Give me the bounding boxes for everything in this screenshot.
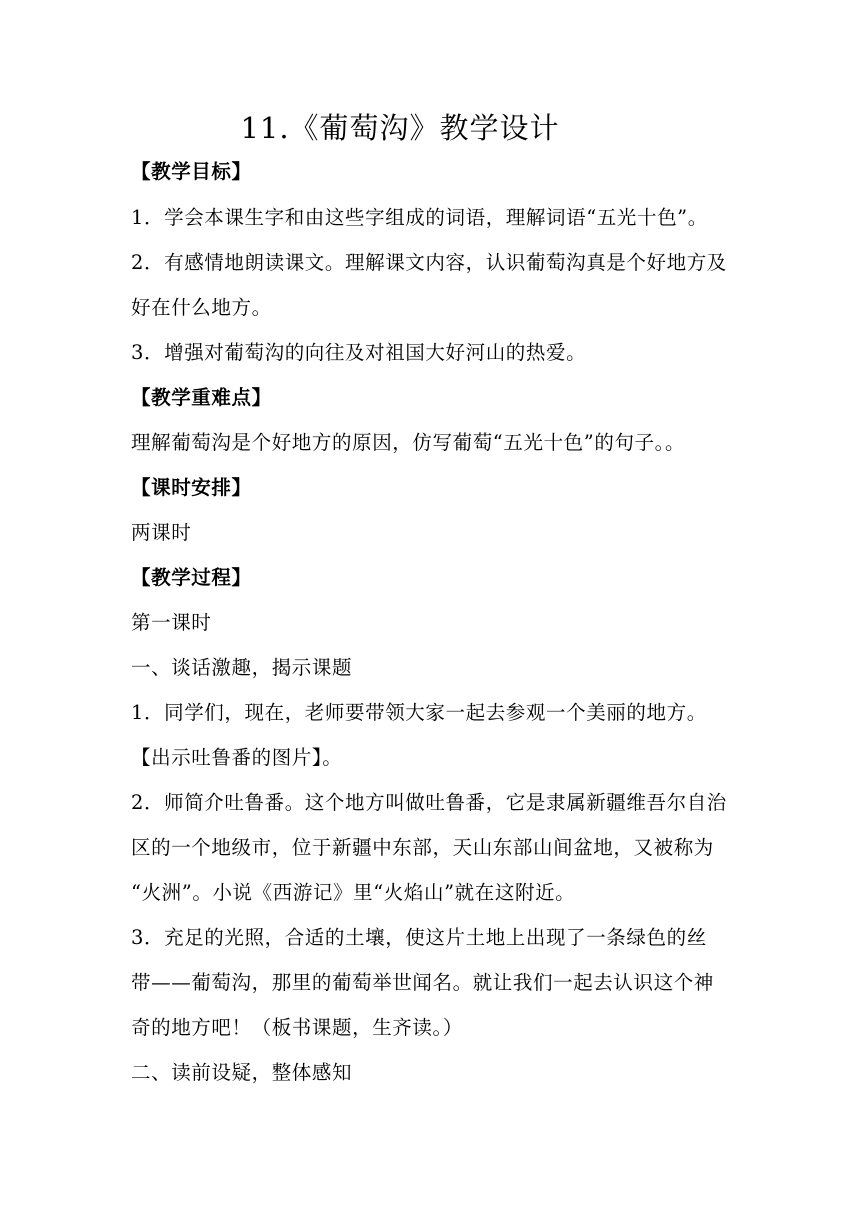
paragraph-line: 1．学会本课生字和由这些字组成的词语，理解词语“五光十色”。 [131, 206, 708, 229]
paragraph-line: 奇的地方吧！（板书课题，生齐读。） [131, 1016, 463, 1039]
section-heading-key-points: 【教学重难点】 [131, 386, 272, 409]
paragraph-line: 两课时 [131, 521, 192, 544]
paragraph-line: 带——葡萄沟，那里的葡萄举世闻名。就让我们一起去认识这个神 [131, 971, 714, 994]
paragraph-line: 理解葡萄沟是个好地方的原因，仿写葡萄“五光十色”的句子。。 [131, 431, 686, 454]
paragraph-line: “火洲”。小说《西游记》里“火焰山”就在这附近。 [131, 881, 576, 904]
paragraph-line: 1．同学们，现在，老师要带领大家一起去参观一个美丽的地方。 [131, 701, 707, 724]
paragraph-line: 2．有感情地朗读课文。理解课文内容，认识葡萄沟真是个好地方及 [131, 251, 727, 274]
paragraph-line: 3．充足的光照，合适的土壤，使这片土地上出现了一条绿色的丝 [131, 926, 707, 949]
paragraph-line: 2．师简介吐鲁番。这个地方叫做吐鲁番，它是隶属新疆维吾尔自治 [131, 791, 727, 814]
paragraph-line: 一、谈话激趣，揭示课题 [131, 656, 353, 679]
section-heading-schedule: 【课时安排】 [131, 476, 252, 499]
paragraph-line: 【出示吐鲁番的图片】。 [131, 746, 343, 769]
paragraph-line: 区的一个地级市，位于新疆中东部，天山东部山间盆地，又被称为 [131, 836, 714, 859]
section-heading-teaching-goals: 【教学目标】 [131, 160, 252, 183]
paragraph-line: 好在什么地方。 [131, 296, 272, 319]
document-title: 11.《葡萄沟》教学设计 [240, 111, 560, 145]
paragraph-line: 二、读前设疑，整体感知 [131, 1061, 353, 1084]
paragraph-line: 第一课时 [131, 611, 212, 634]
paragraph-line: 3．增强对葡萄沟的向往及对祖国大好河山的热爱。 [131, 341, 587, 364]
section-heading-process: 【教学过程】 [131, 566, 252, 589]
